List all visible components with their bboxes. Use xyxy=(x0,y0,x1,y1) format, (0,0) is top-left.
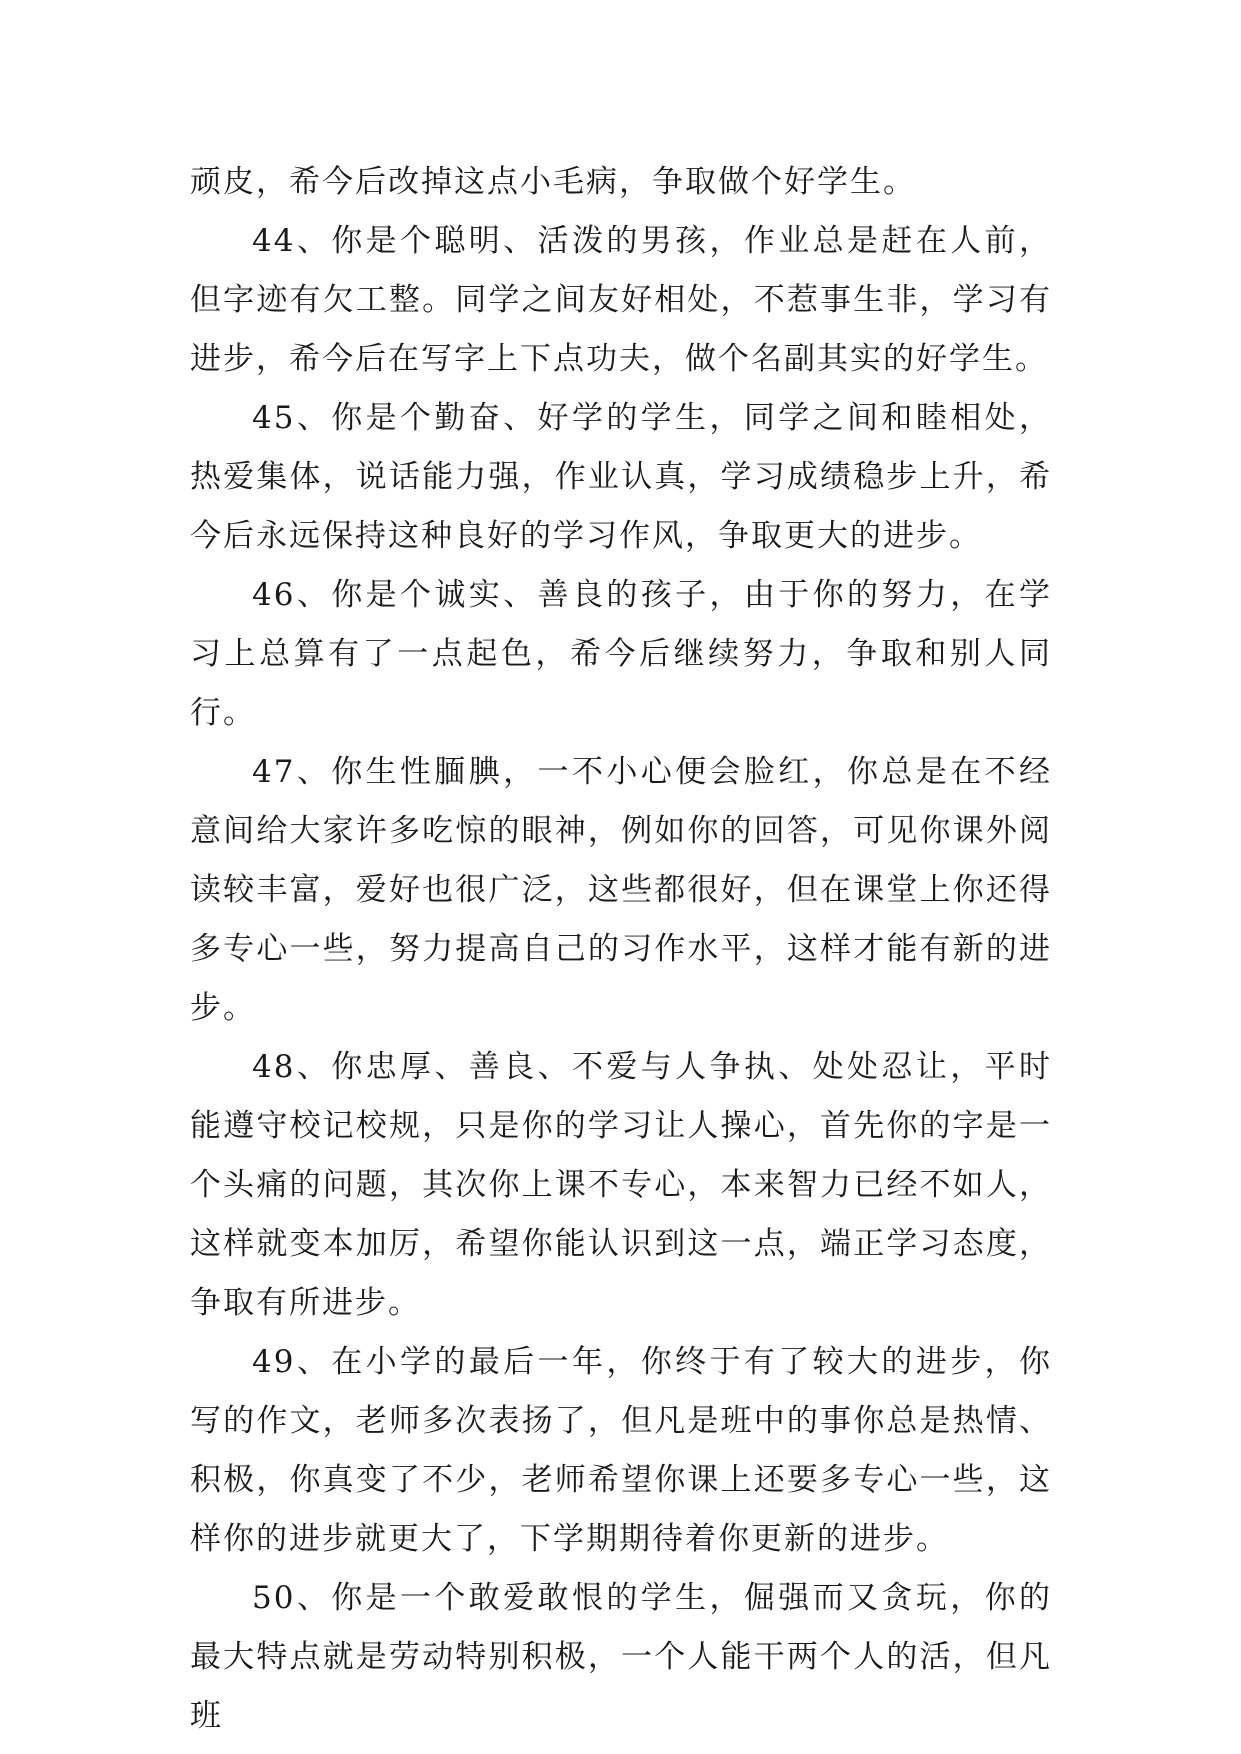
paragraph-48: 48、你忠厚、善良、不爱与人争执、处处忍让，平时能遵守校记校规，只是你的学习让人操心，首先你的字是一个头痛的问题，其次你上课不专心，本来智力已经不如人，这样就变本加厉，希望你能认识到这一点，端正学习态度，争取有所进步。 xyxy=(190,1049,1052,1321)
paragraph-50: 50、你是一个敢爱敢恨的学生，倔强而又贪玩，你的最大特点就是劳动特别积极，一个人能干两个人的活，但凡班 xyxy=(190,1580,1052,1734)
paragraph-45: 45、你是个勤奋、好学的学生，同学之间和睦相处，热爱集体，说话能力强，作业认真，学习成绩稳步上升，希今后永远保持这种良好的学习作风，争取更大的进步。 xyxy=(190,400,1052,554)
paragraph-47: 47、你生性腼腆，一不小心便会脸红，你总是在不经意间给大家许多吃惊的眼神，例如你的回答，可见你课外阅读较丰富，爱好也很广泛，这些都很好，但在课堂上你还得多专心一些，努力提高自己的习作水平，这样才能有新的进步。 xyxy=(190,754,1052,1026)
paragraph-44: 44、你是个聪明、活泼的男孩，作业总是赶在人前，但字迹有欠工整。同学之间友好相处，不惹事生非，学习有进步，希今后在写字上下点功夫，做个名副其实的好学生。 xyxy=(190,223,1052,377)
paragraph-46: 46、你是个诚实、善良的孩子，由于你的努力，在学习上总算有了一点起色，希今后继续努力，争取和别人同行。 xyxy=(190,577,1052,731)
paragraph-continued: 顽皮，希今后改掉这点小毛病，争取做个好学生。 xyxy=(190,164,916,200)
paragraph-49: 49、在小学的最后一年，你终于有了较大的进步，你写的作文，老师多次表扬了，但凡是班中的事你总是热情、积极，你真变了不少，老师希望你课上还要多专心一些，这样你的进步就更大了，下学期期待着你更新的进步。 xyxy=(190,1344,1052,1557)
body-text xyxy=(190,153,1052,1746)
